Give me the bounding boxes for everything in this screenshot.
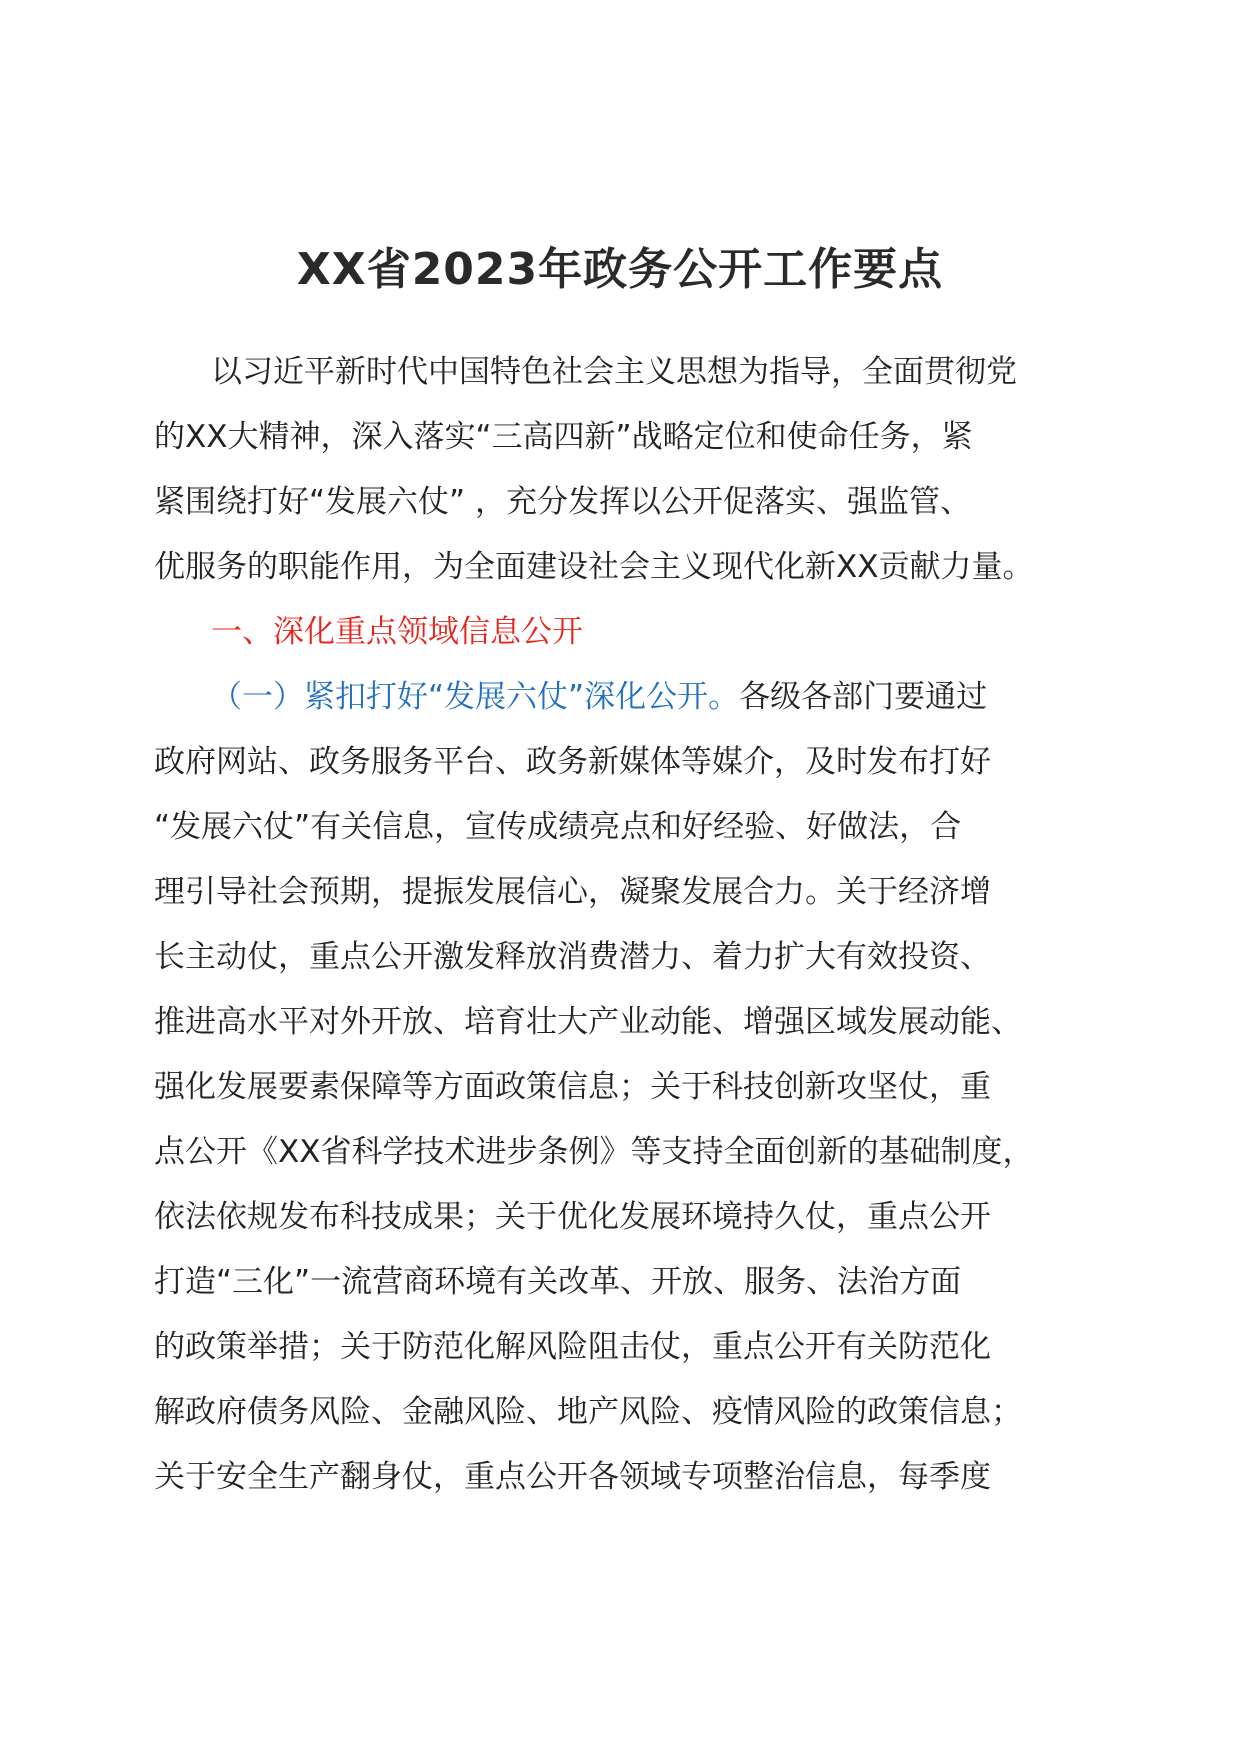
document-body [154, 340, 1104, 1510]
body-line: 推进高水平对外开放、培育壮大产业动能、增强区域发展动能、 [154, 1004, 1022, 1040]
body-line: 政府网站、政务服务平台、政务新媒体等媒介，及时发布打好 [154, 744, 991, 780]
subsection-title: （一）紧扣打好“发展六仗”深化公开。 [211, 679, 740, 715]
body-line: 点公开《XX省科学技术进步条例》等支持全面创新的基础制度， [154, 1134, 1034, 1170]
body-line: 理引导社会预期，提振发展信心，凝聚发展合力。关于经济增 [154, 874, 991, 910]
body-line: 强化发展要素保障等方面政策信息；关于科技创新攻坚仗，重 [154, 1069, 991, 1105]
intro-line: 紧围绕打好“发展六仗” ，充分发挥以公开促落实、强监管、 [154, 484, 971, 520]
body-line: 长主动仗，重点公开激发释放消费潜力、着力扩大有效投资、 [154, 939, 991, 975]
intro-line: 优服务的职能作用，为全面建设社会主义现代化新XX贡献力量。 [154, 549, 1034, 585]
intro-line: 以习近平新时代中国特色社会主义思想为指导，全面贯彻党 [211, 354, 1017, 390]
body-line: 打造“三化”一流营商环境有关改革、开放、服务、法治方面 [154, 1264, 962, 1300]
subsection-first-line-text: 各级各部门要通过 [739, 679, 988, 715]
body-line: 依法依规发布科技成果；关于优化发展环境持久仗，重点公开 [154, 1199, 991, 1235]
document-title: XX省2023年政务公开工作要点 [296, 244, 944, 295]
body-line: 关于安全生产翻身仗，重点公开各领域专项整治信息，每季度 [154, 1459, 991, 1495]
body-line: 的政策举措；关于防范化解风险阻击仗，重点公开有关防范化 [154, 1329, 991, 1365]
body-line: “发展六仗”有关信息，宣传成绩亮点和好经验、好做法，合 [154, 809, 962, 845]
body-line: 解政府债务风险、金融风险、地产风险、疫情风险的政策信息； [154, 1394, 1022, 1430]
intro-line: 的XX大精神，深入落实“三高四新”战略定位和使命任务，紧 [154, 419, 973, 455]
section-heading: 一、深化重点领域信息公开 [211, 614, 583, 650]
subsection-first-line [154, 665, 1104, 730]
